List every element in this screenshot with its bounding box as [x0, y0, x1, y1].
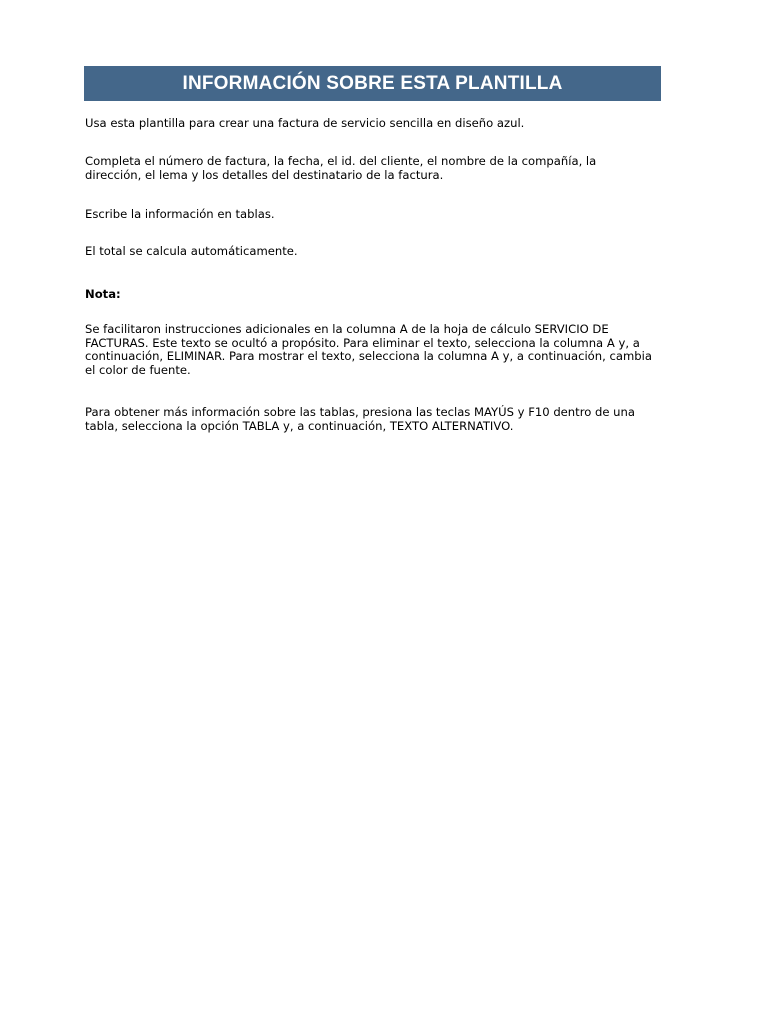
fill-details-paragraph: Completa el número de factura, la fecha, el id. del cliente, el nombre de la compañía, la dirección, el lema y los detalles del destinatario de la factura. — [85, 154, 597, 182]
page-title: INFORMACIÓN SOBRE ESTA PLANTILLA — [84, 66, 661, 101]
intro-paragraph: Usa esta plantilla para crear una factura de servicio sencilla en diseño azul. — [85, 116, 525, 130]
tables-paragraph: Escribe la información en tablas. — [85, 207, 275, 221]
hidden-instructions-paragraph: Se facilitaron instrucciones adicionales en la columna A de la hoja de cálculo SERVICIO DE FACTURAS. Este texto se ocultó a propósito. Para eliminar el texto, selecciona la columna A y, a continuación, ELIMINAR. Para mostrar el texto, selecciona la columna A y, a continuación, cambia el color de fuente. — [85, 322, 652, 377]
total-paragraph: El total se calcula automáticamente. — [85, 244, 298, 258]
template-info-sheet — [84, 66, 661, 433]
alt-text-paragraph: Para obtener más información sobre las tablas, presiona las teclas MAYÚS y F10 dentro de una tabla, selecciona la opción TABLA y, a continuación, TEXTO ALTERNATIVO. — [85, 405, 635, 433]
note-heading: Nota: — [85, 287, 121, 301]
